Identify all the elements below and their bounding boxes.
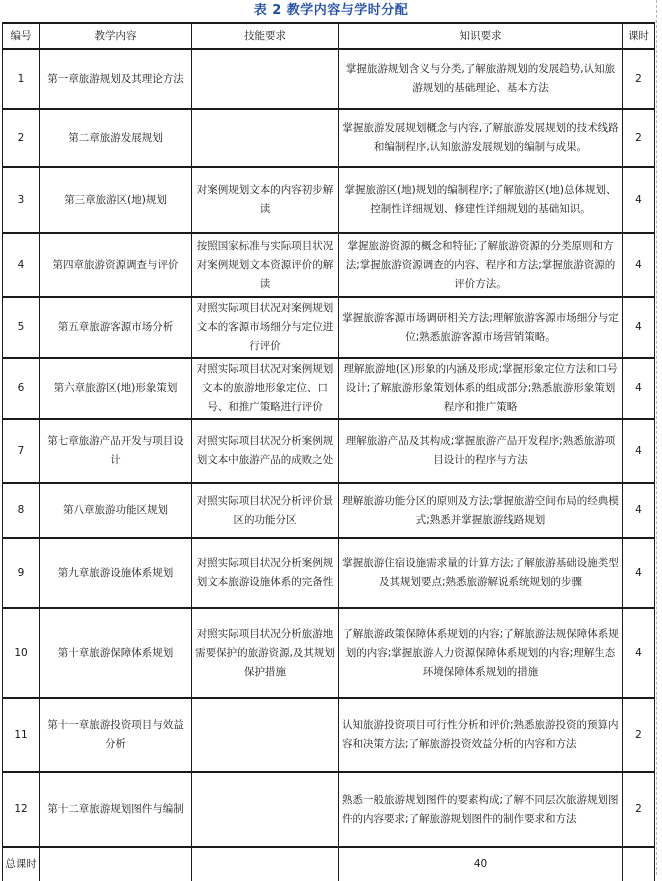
skill-requirement-cell bbox=[192, 109, 339, 167]
skill-requirement-cell: 按照国家标准与实际项目状况对案例规划文本资源评价的解读 bbox=[192, 233, 339, 297]
row-number-cell: 12 bbox=[3, 772, 40, 847]
row-number-cell: 9 bbox=[3, 538, 40, 608]
table-row bbox=[3, 297, 655, 358]
teaching-content-cell: 第十二章旅游规划图件与编制 bbox=[40, 772, 192, 847]
teaching-content-cell: 第七章旅游产品开发与项目设计 bbox=[40, 419, 192, 483]
table-row bbox=[3, 698, 655, 772]
knowledge-requirement-cell: 掌握旅游客源市场调研相关方法;理解旅游客源市场细分与定位;熟悉旅游客源市场营销策略。 bbox=[339, 297, 623, 358]
teaching-content-cell: 第十一章旅游投资项目与效益分析 bbox=[40, 698, 192, 772]
empty-cell bbox=[40, 847, 192, 881]
table-row bbox=[3, 167, 655, 233]
teaching-hours-table bbox=[2, 22, 655, 881]
teaching-content-cell: 第三章旅游区(地)规划 bbox=[40, 167, 192, 233]
col-header-teaching-content: 教学内容 bbox=[40, 23, 192, 49]
skill-requirement-cell: 对照实际项目状况对案例规划文本的客源市场细分与定位进行评价 bbox=[192, 297, 339, 358]
table-row bbox=[3, 358, 655, 419]
skill-requirement-cell: 对照实际项目状况分析旅游地需要保护的旅游资源,及其规划保护措施 bbox=[192, 608, 339, 698]
skill-requirement-cell: 对照实际项目状况对案例规划文本的旅游地形象定位、口号、和推广策略进行评价 bbox=[192, 358, 339, 419]
row-number-cell: 4 bbox=[3, 233, 40, 297]
teaching-content-cell: 第五章旅游客源市场分析 bbox=[40, 297, 192, 358]
class-hours-cell: 2 bbox=[623, 49, 655, 109]
table-row bbox=[3, 233, 655, 297]
table-row bbox=[3, 109, 655, 167]
knowledge-requirement-cell: 理解旅游功能分区的原则及方法;掌握旅游空间布局的经典模式;熟悉并掌握旅游线路规划 bbox=[339, 483, 623, 538]
knowledge-requirement-cell: 理解旅游产品及其构成;掌握旅游产品开发程序;熟悉旅游项目设计的程序与方法 bbox=[339, 419, 623, 483]
class-hours-cell: 4 bbox=[623, 608, 655, 698]
class-hours-cell: 4 bbox=[623, 297, 655, 358]
teaching-content-cell: 第二章旅游发展规划 bbox=[40, 109, 192, 167]
col-header-number: 编号 bbox=[3, 23, 40, 49]
row-number-cell: 2 bbox=[3, 109, 40, 167]
teaching-content-cell: 第六章旅游区(地)形象策划 bbox=[40, 358, 192, 419]
class-hours-cell: 2 bbox=[623, 109, 655, 167]
row-number-cell: 5 bbox=[3, 297, 40, 358]
skill-requirement-cell bbox=[192, 698, 339, 772]
empty-cell bbox=[192, 847, 339, 881]
row-number-cell: 1 bbox=[3, 49, 40, 109]
total-label-cell: 总课时 bbox=[3, 847, 40, 881]
skill-requirement-cell: 对照实际项目状况分析评价景区的功能分区 bbox=[192, 483, 339, 538]
teaching-content-cell: 第十章旅游保障体系规划 bbox=[40, 608, 192, 698]
skill-requirement-cell bbox=[192, 772, 339, 847]
class-hours-cell: 2 bbox=[623, 698, 655, 772]
total-hours-cell: 40 bbox=[339, 847, 623, 881]
row-number-cell: 11 bbox=[3, 698, 40, 772]
knowledge-requirement-cell: 了解旅游政策保障体系规划的内容;了解旅游法规保障体系规划的内容;掌握旅游人力资源保障体系规划的内容;理解生态环境保障体系规划的措施 bbox=[339, 608, 623, 698]
header-row bbox=[3, 23, 655, 49]
table-row bbox=[3, 772, 655, 847]
skill-requirement-cell: 对案例规划文本的内容初步解读 bbox=[192, 167, 339, 233]
teaching-content-cell: 第四章旅游资源调查与评价 bbox=[40, 233, 192, 297]
class-hours-cell: 2 bbox=[623, 772, 655, 847]
table-row bbox=[3, 49, 655, 109]
teaching-content-cell: 第八章旅游功能区规划 bbox=[40, 483, 192, 538]
knowledge-requirement-cell: 掌握旅游资源的概念和特征;了解旅游资源的分类原则和方法;掌握旅游资源调查的内容、程序和方法;掌握旅游资源的评价方法。 bbox=[339, 233, 623, 297]
row-number-cell: 3 bbox=[3, 167, 40, 233]
class-hours-cell: 4 bbox=[623, 358, 655, 419]
table-row bbox=[3, 538, 655, 608]
col-header-class-hours: 课时 bbox=[623, 23, 655, 49]
table-title: 表 2 教学内容与学时分配 bbox=[253, 3, 409, 18]
table-row bbox=[3, 419, 655, 483]
knowledge-requirement-cell: 认知旅游投资项目可行性分析和评价;熟悉旅游投资的预算内容和决策方法;了解旅游投资效益分析的内容和方法 bbox=[339, 698, 623, 772]
table-row bbox=[3, 483, 655, 538]
knowledge-requirement-cell: 熟悉一般旅游规划图件的要素构成;了解不同层次旅游规划图件的内容要求;了解旅游规划图件的制作要求和方法 bbox=[339, 772, 623, 847]
empty-cell bbox=[623, 847, 655, 881]
knowledge-requirement-cell: 理解旅游地(区)形象的内涵及形成;掌握形象定位方法和口号设计;了解旅游形象策划体系的组成部分;熟悉旅游形象策划程序和推广策略 bbox=[339, 358, 623, 419]
col-header-skill-requirement: 技能要求 bbox=[192, 23, 339, 49]
knowledge-requirement-cell: 掌握旅游住宿设施需求量的计算方法;了解旅游基础设施类型及其规划要点;熟悉旅游解说系统规划的步骤 bbox=[339, 538, 623, 608]
skill-requirement-cell: 对照实际项目状况分析案例规划文本旅游设施体系的完备性 bbox=[192, 538, 339, 608]
class-hours-cell: 4 bbox=[623, 167, 655, 233]
teaching-content-cell: 第一章旅游规划及其理论方法 bbox=[40, 49, 192, 109]
total-row bbox=[3, 847, 655, 881]
class-hours-cell: 4 bbox=[623, 538, 655, 608]
text-boundary-dashed-line bbox=[656, 0, 657, 875]
class-hours-cell: 4 bbox=[623, 419, 655, 483]
col-header-knowledge-requirement: 知识要求 bbox=[339, 23, 623, 49]
class-hours-cell: 4 bbox=[623, 233, 655, 297]
skill-requirement-cell bbox=[192, 49, 339, 109]
table-row bbox=[3, 608, 655, 698]
knowledge-requirement-cell: 掌握旅游规划含义与分类,了解旅游规划的发展趋势,认知旅游规划的基础理论、基本方法 bbox=[339, 49, 623, 109]
row-number-cell: 8 bbox=[3, 483, 40, 538]
row-number-cell: 6 bbox=[3, 358, 40, 419]
teaching-content-cell: 第九章旅游设施体系规划 bbox=[40, 538, 192, 608]
skill-requirement-cell: 对照实际项目状况分析案例规划文本中旅游产品的成败之处 bbox=[192, 419, 339, 483]
row-number-cell: 10 bbox=[3, 608, 40, 698]
knowledge-requirement-cell: 掌握旅游区(地)规划的编制程序;了解旅游区(地)总体规划、控制性详细规划、修建性详细规划的基础知识。 bbox=[339, 167, 623, 233]
row-number-cell: 7 bbox=[3, 419, 40, 483]
knowledge-requirement-cell: 掌握旅游发展规划概念与内容,了解旅游发展规划的技术线路和编制程序,认知旅游发展规划的编制与成果。 bbox=[339, 109, 623, 167]
class-hours-cell: 4 bbox=[623, 483, 655, 538]
